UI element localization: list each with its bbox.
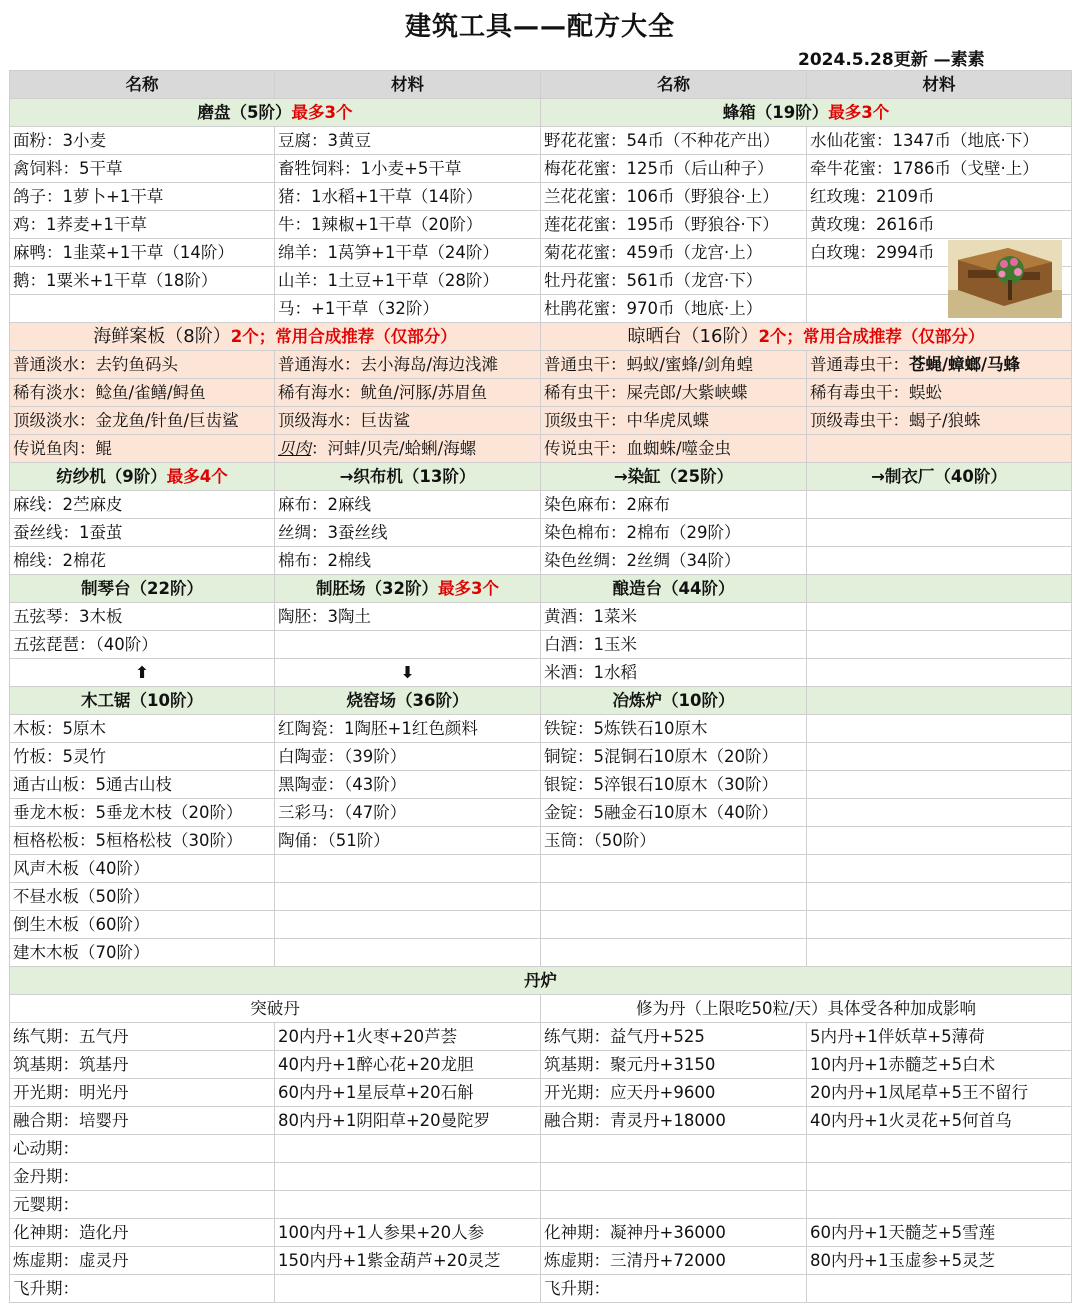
recipe-cell: 40内丹+1醉心花+20龙胆 <box>275 1051 541 1079</box>
recipe-cell: 炼虚期：三清丹+72000 <box>541 1247 807 1275</box>
section-hive-title <box>541 99 1072 127</box>
recipe-cell: 开光期：应天丹+9600 <box>541 1079 807 1107</box>
table-row <box>10 1163 1072 1191</box>
recipe-cell <box>807 519 1072 547</box>
table-row <box>10 379 1072 407</box>
recipe-cell: 垂龙木板：5垂龙木枝（20阶） <box>10 799 275 827</box>
recipe-cell: 风声木板（40阶） <box>10 855 275 883</box>
section-brew-title: 酿造台（44阶） <box>541 575 807 603</box>
subheader-row <box>10 995 1072 1023</box>
section-qin-title: 制琴台（22阶） <box>10 575 275 603</box>
table-row <box>10 1107 1072 1135</box>
recipe-cell <box>807 911 1072 939</box>
table-row <box>10 603 1072 631</box>
recipe-cell <box>807 351 1072 379</box>
recipe-text: 普通毒虫干： <box>810 355 909 374</box>
breakthrough-pill-header: 突破丹 <box>10 995 541 1023</box>
recipe-text: ：河蚌/贝壳/蛤蜊/海螺 <box>311 439 477 458</box>
recipe-cell: 野花花蜜：54币（不种花产出） <box>541 127 807 155</box>
section-kiln-title: 烧窑场（36阶） <box>275 687 541 715</box>
recipe-cell: 传说虫干：血蜘蛛/噬金虫 <box>541 435 807 463</box>
section-row <box>10 323 1072 351</box>
section-title: 制胚场（32阶） <box>316 579 438 598</box>
recipe-cell: 牡丹花蜜：561币（龙宫·下） <box>541 267 807 295</box>
section-seafood-title <box>10 323 541 351</box>
update-note: 2024.5.28更新 —素素 <box>798 50 985 70</box>
table-row <box>10 127 1072 155</box>
shellfish-label: 贝肉 <box>278 439 311 458</box>
recipe-cell: 红陶瓷：1陶胚+1红色颜料 <box>275 715 541 743</box>
recipe-cell: 顶级淡水：金龙鱼/针鱼/巨齿鲨 <box>10 407 275 435</box>
table-row <box>10 183 1072 211</box>
recipe-cell: 牛：1辣椒+1干草（20阶） <box>275 211 541 239</box>
recipe-cell: 染色麻布：2麻布 <box>541 491 807 519</box>
recipe-cell: 面粉：3小麦 <box>10 127 275 155</box>
recipe-cell <box>807 491 1072 519</box>
section-row <box>10 463 1072 491</box>
recipe-cell: 通古山板：5通古山枝 <box>10 771 275 799</box>
recipe-cell: 棉布：2棉线 <box>275 547 541 575</box>
table-row <box>10 407 1072 435</box>
table-row <box>10 1219 1072 1247</box>
section-saw-title: 木工锯（10阶） <box>10 687 275 715</box>
recipe-cell <box>807 659 1072 687</box>
table-row <box>10 1023 1072 1051</box>
table-row <box>10 239 1072 267</box>
recipe-cell: 60内丹+1星辰草+20石斛 <box>275 1079 541 1107</box>
recipe-cell <box>275 1163 541 1191</box>
recipe-cell <box>807 827 1072 855</box>
table-row <box>10 295 1072 323</box>
recipe-cell: 倒生木板（60阶） <box>10 911 275 939</box>
recipe-cell: 普通淡水：去钓鱼码头 <box>10 351 275 379</box>
recipe-cell <box>275 911 541 939</box>
table-row <box>10 631 1072 659</box>
recipe-cell: 猪：1水稻+1干草（14阶） <box>275 183 541 211</box>
recipe-cell <box>541 855 807 883</box>
recipe-cell: 麻布：2麻线 <box>275 491 541 519</box>
table-row <box>10 1247 1072 1275</box>
recipe-cell <box>807 855 1072 883</box>
beehive-image <box>948 240 1062 318</box>
section-title: 蜂箱（19阶） <box>722 103 829 122</box>
recipe-table <box>9 70 1072 1303</box>
recipe-cell <box>275 631 541 659</box>
limit-note: 最多3个 <box>291 103 353 122</box>
recipe-cell: 顶级海水：巨齿鲨 <box>275 407 541 435</box>
recipe-cell: 木板：5原木 <box>10 715 275 743</box>
recipe-cell: 陶俑：（51阶） <box>275 827 541 855</box>
table-row <box>10 547 1072 575</box>
empty-cell <box>807 575 1072 603</box>
recipe-cell <box>275 1135 541 1163</box>
recipe-cell: 稀有虫干：屎壳郎/大紫峡蝶 <box>541 379 807 407</box>
recipe-cell: 菊花花蜜：459币（龙宫·上） <box>541 239 807 267</box>
limit-note: 2个；常用合成推荐（仅部分） <box>230 327 457 346</box>
recipe-cell: 80内丹+1阴阳草+20曼陀罗 <box>275 1107 541 1135</box>
recipe-cell: 20内丹+1火枣+20芦荟 <box>275 1023 541 1051</box>
section-dye-title: →染缸（25阶） <box>541 463 807 491</box>
col-header-name: 名称 <box>10 71 275 99</box>
recipe-cell: 传说鱼肉：鲲 <box>10 435 275 463</box>
recipe-cell <box>275 855 541 883</box>
recipe-cell <box>807 939 1072 967</box>
arrow-down-icon: ⬇ <box>275 659 541 687</box>
recipe-cell: 米酒：1水稻 <box>541 659 807 687</box>
recipe-cell: 鹅：1粟米+1干草（18阶） <box>10 267 275 295</box>
recipe-cell: 练气期：益气丹+525 <box>541 1023 807 1051</box>
recipe-cell <box>275 1275 541 1303</box>
section-drying-title <box>541 323 1072 351</box>
recipe-cell: 练气期：五气丹 <box>10 1023 275 1051</box>
recipe-cell: 蚕丝线：1蚕茧 <box>10 519 275 547</box>
recipe-cell <box>807 631 1072 659</box>
table-row <box>10 491 1072 519</box>
page-title: 建筑工具——配方大全 <box>404 12 675 42</box>
col-header-name: 名称 <box>541 71 807 99</box>
recipe-cell: 陶胚：3陶土 <box>275 603 541 631</box>
recipe-cell: 山羊：1土豆+1干草（28阶） <box>275 267 541 295</box>
recipe-cell: 普通海水：去小海岛/海边浅滩 <box>275 351 541 379</box>
recipe-cell: 莲花花蜜：195币（野狼谷·下） <box>541 211 807 239</box>
recipe-cell: 化神期：造化丹 <box>10 1219 275 1247</box>
table-row <box>10 1191 1072 1219</box>
section-smelt-title: 冶炼炉（10阶） <box>541 687 807 715</box>
recipe-cell <box>541 1191 807 1219</box>
recipe-cell: 融合期：培婴丹 <box>10 1107 275 1135</box>
recipe-cell: 水仙花蜜：1347币（地底·下） <box>807 127 1072 155</box>
empty-cell <box>807 687 1072 715</box>
recipe-cell: 5内丹+1伴妖草+5薄荷 <box>807 1023 1072 1051</box>
recipe-cell: 40内丹+1火灵花+5何首乌 <box>807 1107 1072 1135</box>
recipe-cell: 炼虚期：虚灵丹 <box>10 1247 275 1275</box>
recipe-cell <box>807 547 1072 575</box>
arrow-up-icon: ⬆ <box>10 659 275 687</box>
section-title: 纺纱机（9阶） <box>56 467 167 486</box>
recipe-cell: 60内丹+1天髓芝+5雪莲 <box>807 1219 1072 1247</box>
recipe-cell <box>807 883 1072 911</box>
recipe-cell <box>541 939 807 967</box>
recipe-cell: 麻线：2苎麻皮 <box>10 491 275 519</box>
recipe-cell: 棉线：2棉花 <box>10 547 275 575</box>
table-row <box>10 351 1072 379</box>
table-row <box>10 1051 1072 1079</box>
recipe-cell: 桓格松板：5桓格松枝（30阶） <box>10 827 275 855</box>
recipe-cell: 禽饲料：5干草 <box>10 155 275 183</box>
table-row <box>10 1275 1072 1303</box>
section-title: 磨盘（5阶） <box>197 103 292 122</box>
recipe-cell <box>275 883 541 911</box>
recipe-cell: 稀有海水：鱿鱼/河豚/苏眉鱼 <box>275 379 541 407</box>
recipe-cell: 普通虫干：蚂蚁/蜜蜂/剑角蝗 <box>541 351 807 379</box>
recipe-cell <box>541 1135 807 1163</box>
recipe-cell: 不昼水板（50阶） <box>10 883 275 911</box>
table-row <box>10 771 1072 799</box>
recipe-cell <box>541 911 807 939</box>
recipe-cell <box>807 1135 1072 1163</box>
recipe-cell: 金锭：5融金石10原木（40阶） <box>541 799 807 827</box>
recipe-cell <box>541 1163 807 1191</box>
recipe-cell: 畜牲饲料：1小麦+5干草 <box>275 155 541 183</box>
recipe-cell: 绵羊：1莴笋+1干草（24阶） <box>275 239 541 267</box>
recipe-cell: 150内丹+1紫金葫芦+20灵芝 <box>275 1247 541 1275</box>
table-row <box>10 743 1072 771</box>
section-mill-title <box>10 99 541 127</box>
recipe-cell: 开光期：明光丹 <box>10 1079 275 1107</box>
recipe-cell: 20内丹+1凤尾草+5王不留行 <box>807 1079 1072 1107</box>
recipe-cell <box>807 1163 1072 1191</box>
section-loom-title: →织布机（13阶） <box>275 463 541 491</box>
recipe-cell: 建木木板（70阶） <box>10 939 275 967</box>
limit-note: 最多4个 <box>166 467 228 486</box>
recipe-cell: 白酒：1玉米 <box>541 631 807 659</box>
recipe-cell: 化神期：凝神丹+36000 <box>541 1219 807 1247</box>
recipe-cell: 染色棉布：2棉布（29阶） <box>541 519 807 547</box>
table-row <box>10 911 1072 939</box>
recipe-cell: 飞升期： <box>10 1275 275 1303</box>
recipe-cell: 白陶壶：（39阶） <box>275 743 541 771</box>
recipe-cell: 五弦琴：3木板 <box>10 603 275 631</box>
recipe-cell <box>10 295 275 323</box>
recipe-cell <box>275 1191 541 1219</box>
section-row <box>10 687 1072 715</box>
recipe-cell: 豆腐：3黄豆 <box>275 127 541 155</box>
section-row <box>10 967 1072 995</box>
recipe-cell: 丝绸：3蚕丝线 <box>275 519 541 547</box>
recipe-cell: 五弦琵琶：（40阶） <box>10 631 275 659</box>
recipe-cell: 100内丹+1人参果+20人参 <box>275 1219 541 1247</box>
section-title: 晾晒台（16阶） <box>627 326 759 347</box>
section-blank-title <box>275 575 541 603</box>
table-row <box>10 883 1072 911</box>
recipe-cell: 稀有毒虫干：蜈蚣 <box>807 379 1072 407</box>
recipe-cell <box>541 883 807 911</box>
recipe-cell: 麻鸭：1韭菜+1干草（14阶） <box>10 239 275 267</box>
recipe-cell: 融合期：青灵丹+18000 <box>541 1107 807 1135</box>
table-row <box>10 267 1072 295</box>
recipe-cell: 黄酒：1菜米 <box>541 603 807 631</box>
col-header-material: 材料 <box>275 71 541 99</box>
recipe-text: 苍蝇/蟑螂/马蜂 <box>909 355 1021 374</box>
recipe-cell: 10内丹+1赤髓芝+5白术 <box>807 1051 1072 1079</box>
recipe-cell: 红玫瑰：2109币 <box>807 183 1072 211</box>
header-row <box>10 71 1072 99</box>
recipe-cell: 梅花花蜜：125币（后山种子） <box>541 155 807 183</box>
recipe-cell: 80内丹+1玉虚参+5灵芝 <box>807 1247 1072 1275</box>
table-row <box>10 659 1072 687</box>
recipe-cell <box>807 743 1072 771</box>
recipe-cell: 鸡：1荞麦+1干草 <box>10 211 275 239</box>
recipe-cell <box>807 435 1072 463</box>
section-furnace-title: 丹炉 <box>10 967 1072 995</box>
section-cloth-title: →制衣厂（40阶） <box>807 463 1072 491</box>
recipe-cell: 飞升期： <box>541 1275 807 1303</box>
recipe-cell: 三彩马：（47阶） <box>275 799 541 827</box>
table-row <box>10 1135 1072 1163</box>
recipe-cell: 筑基期：筑基丹 <box>10 1051 275 1079</box>
recipe-cell <box>275 939 541 967</box>
recipe-cell <box>807 1191 1072 1219</box>
recipe-cell: 兰花花蜜：106币（野狼谷·上） <box>541 183 807 211</box>
table-row <box>10 519 1072 547</box>
recipe-cell: 黑陶壶：（43阶） <box>275 771 541 799</box>
table-row <box>10 799 1072 827</box>
table-row <box>10 435 1072 463</box>
recipe-cell: 铜锭：5混铜石10原木（20阶） <box>541 743 807 771</box>
recipe-cell: 元婴期： <box>10 1191 275 1219</box>
recipe-cell: 顶级虫干：中华虎凤蝶 <box>541 407 807 435</box>
limit-note: 2个；常用合成推荐（仅部分） <box>758 327 985 346</box>
limit-note: 最多3个 <box>437 579 499 598</box>
recipe-cell: 黄玫瑰：2616币 <box>807 211 1072 239</box>
section-spin-title <box>10 463 275 491</box>
recipe-cell: 鸽子：1萝卜+1干草 <box>10 183 275 211</box>
recipe-cell <box>807 715 1072 743</box>
recipe-cell: 玉筒：（50阶） <box>541 827 807 855</box>
recipe-cell: 马：+1干草（32阶） <box>275 295 541 323</box>
recipe-cell: 心动期： <box>10 1135 275 1163</box>
recipe-cell: 竹板：5灵竹 <box>10 743 275 771</box>
recipe-cell: 牵牛花蜜：1786币（戈壁·上） <box>807 155 1072 183</box>
section-row <box>10 99 1072 127</box>
col-header-material: 材料 <box>807 71 1072 99</box>
recipe-cell: 银锭：5淬银石10原木（30阶） <box>541 771 807 799</box>
table-row <box>10 715 1072 743</box>
recipe-cell: 金丹期： <box>10 1163 275 1191</box>
recipe-cell: 顶级毒虫干：蝎子/狼蛛 <box>807 407 1072 435</box>
table-row <box>10 855 1072 883</box>
table-row <box>10 155 1072 183</box>
table-row <box>10 939 1072 967</box>
recipe-cell <box>807 1275 1072 1303</box>
recipe-cell: 染色丝绸：2丝绸（34阶） <box>541 547 807 575</box>
table-row <box>10 827 1072 855</box>
recipe-cell <box>807 799 1072 827</box>
recipe-cell: 稀有淡水：鲶鱼/雀鳝/鲟鱼 <box>10 379 275 407</box>
recipe-cell <box>807 771 1072 799</box>
recipe-cell: 铁锭：5炼铁石10原木 <box>541 715 807 743</box>
recipe-cell <box>275 435 541 463</box>
recipe-cell <box>807 603 1072 631</box>
section-row <box>10 575 1072 603</box>
table-row <box>10 211 1072 239</box>
recipe-cell: 白玫瑰：2994币 <box>807 239 1072 267</box>
recipe-cell: 杜鹃花蜜：970币（地底·上） <box>541 295 807 323</box>
table-row <box>10 1079 1072 1107</box>
recipe-cell: 筑基期：聚元丹+3150 <box>541 1051 807 1079</box>
limit-note: 最多3个 <box>828 103 890 122</box>
cultivation-pill-header: 修为丹（上限吃50粒/天）具体受各种加成影响 <box>541 995 1072 1023</box>
section-title: 海鲜案板（8阶） <box>93 326 231 347</box>
